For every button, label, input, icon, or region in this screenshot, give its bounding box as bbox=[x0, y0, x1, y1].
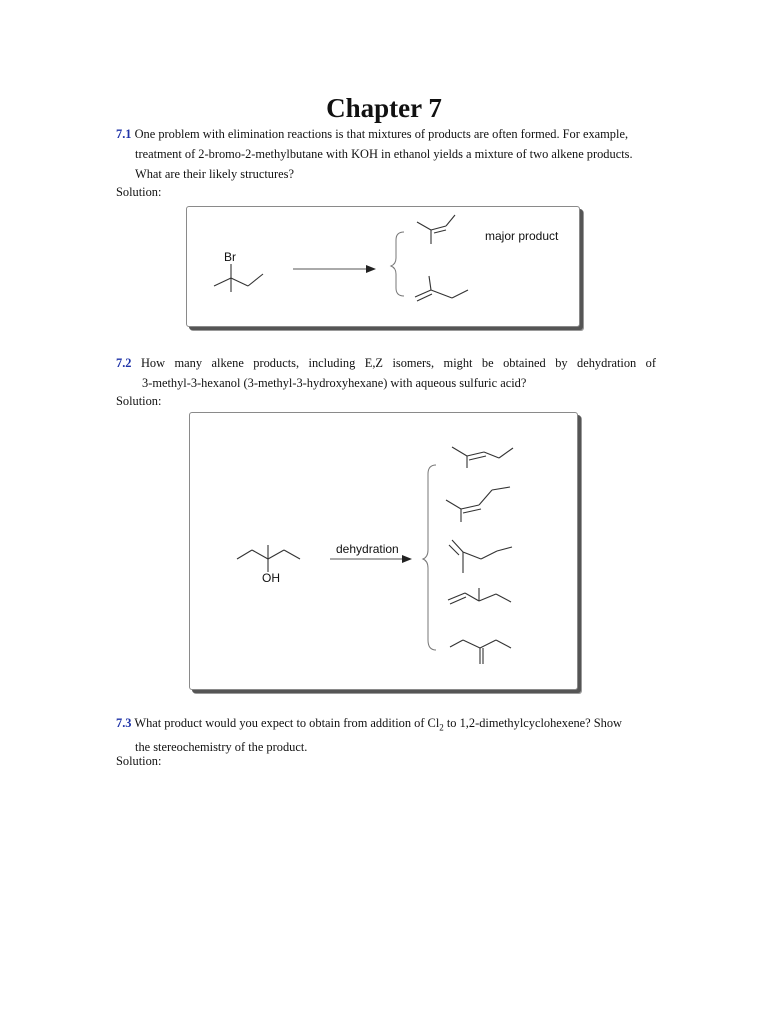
problem-7-1 bbox=[116, 124, 656, 184]
problem-number: 7.1 bbox=[116, 127, 132, 141]
arrow-label: dehydration bbox=[336, 542, 399, 556]
problem-text: What product would you expect to obtain from addition of Cl bbox=[134, 716, 440, 730]
problem-7-2 bbox=[116, 353, 656, 393]
problem-7-3-line-2: the stereochemistry of the product. bbox=[135, 740, 308, 755]
major-product-label: major product bbox=[485, 229, 559, 243]
problem-7-1-line-1 bbox=[116, 124, 656, 144]
solution-label: Solution: bbox=[116, 754, 162, 768]
problem-number: 7.3 bbox=[116, 716, 132, 730]
problem-text: How many alkene products, including E,Z isomers, might be obtained by dehydration of bbox=[140, 356, 656, 370]
problem-7-2-line-1 bbox=[116, 353, 656, 373]
bromine-label: Br bbox=[224, 250, 236, 264]
page-title: Chapter 7 bbox=[326, 93, 442, 123]
problem-7-3 bbox=[116, 713, 661, 757]
solution-label: Solution: bbox=[116, 394, 162, 408]
hydroxyl-label: OH bbox=[262, 571, 280, 585]
problem-text: One problem with elimination reactions is that mixtures of products are often formed. For example, bbox=[134, 127, 629, 141]
problem-text-cont: to 1,2-dimethylcyclohexene? Show bbox=[443, 716, 623, 730]
solution-label: Solution: bbox=[116, 185, 162, 199]
figure-7-1 bbox=[186, 206, 580, 327]
problem-7-1-line-3: What are their likely structures? bbox=[135, 167, 294, 181]
subscript: 2 bbox=[439, 722, 444, 733]
problem-7-2-line-2: 3-methyl-3-hexanol (3-methyl-3-hydroxyhexane) with aqueous sulfuric acid? bbox=[142, 376, 527, 390]
problem-number: 7.2 bbox=[116, 356, 132, 370]
problem-7-1-line-2: treatment of 2-bromo-2-methylbutane with KOH in ethanol yields a mixture of two alkene products. bbox=[135, 147, 633, 161]
figure-7-2 bbox=[189, 412, 578, 690]
problem-7-3-line-1 bbox=[116, 713, 661, 737]
